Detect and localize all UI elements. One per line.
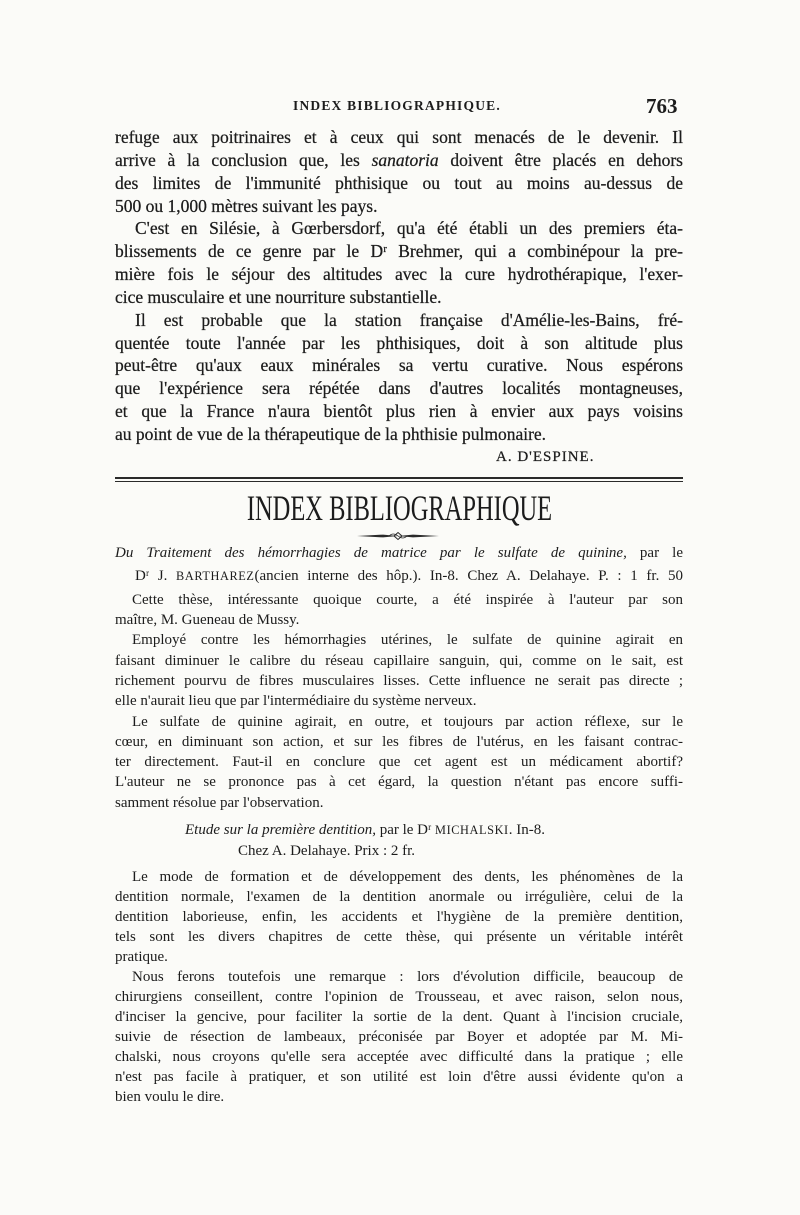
text-line: Cette thèse, intéressante quoique courte, a été inspirée à l'auteur par son <box>132 591 683 608</box>
text-line: ter directement. Faut-il en conclure que cet agent est un médicament abortif? <box>115 754 683 771</box>
review-body <box>115 867 683 1107</box>
text-line: faisant diminuer le calibre du réseau capillaire sanguin, qui, comme on le sait, est <box>115 652 683 669</box>
text-line: tels sont les divers chapitres de cette thèse, qui présente un véritable intérêt <box>115 929 683 945</box>
text-line: Employé contre les hémorrhagies utérines, le sulfate de quinine agirait en <box>132 632 683 649</box>
review-title: Du Traitement des hémorrhagies de matrice par le sulfate de quinine, <box>115 544 627 561</box>
citation-text: (ancien interne des hôp.). In-8. Chez A. Delahaye. P. : 1 fr. 50 <box>254 567 683 584</box>
text-line: peut-être qu'aux eaux minérales sa vertu curative. Nous espérons <box>115 355 683 376</box>
double-rule-divider <box>115 477 683 482</box>
author-signature: A. D'ESPINE. <box>496 448 595 465</box>
text-line: bien voulu le dire. <box>115 1089 225 1105</box>
citation-text: . In-8. <box>508 821 545 838</box>
text-line: Il est probable que la station française d'Amélie-les-Bains, fré- <box>135 309 683 330</box>
review-author: MICHALSKI <box>435 822 509 837</box>
text-line: maître, M. Gueneau de Mussy. <box>115 612 300 629</box>
text-line: C'est en Silésie, à Gœrbersdorf, qu'a été établi un des premiers éta- <box>135 218 683 239</box>
text-line: Le mode de formation et de développement des dents, les phénomènes de la <box>132 869 683 885</box>
citation-line: Chez A. Delahaye. Prix : 2 fr. <box>238 842 416 859</box>
review-body <box>115 590 683 813</box>
text-line: mière fois le séjour des altitudes avec la cure hydrothérapique, l'exer- <box>115 264 683 285</box>
text-line: des limites de l'immunité phthisique ou tout au moins au-dessus de <box>115 172 683 193</box>
section-title-text: INDEX BIBLIOGRAPHIQUE <box>246 488 552 528</box>
text-line: 500 ou 1,000 mètres suivant les pays. <box>115 195 378 216</box>
citation-line <box>115 542 683 565</box>
review-title: Etude sur la première dentition, <box>185 821 376 838</box>
text-line: cœur, en diminuant son action, et sur les fibres de l'utérus, en les faisant contrac- <box>115 733 683 750</box>
running-head: INDEX BIBLIOGRAPHIQUE. <box>293 98 501 113</box>
review-citation <box>115 820 683 862</box>
text-line: refuge aux poitrinaires et à ceux qui sont menacés de le devenir. Il <box>115 127 683 147</box>
text-line: dentition normale, l'examen de la dentition anormale ou irrégulière, celui de la <box>115 889 683 905</box>
citation-text: Dʳ J. <box>135 567 177 584</box>
text-line: quentée toute l'année par les phthisiques, doit à son altitude plus <box>115 332 683 353</box>
text-line: n'est pas facile à pratiquer, et son utilité est loin d'être aussi évidente qu'on a <box>115 1069 683 1085</box>
text-line: dentition laborieuse, enfin, les accidents et l'hygiène de la première dentition, <box>115 909 683 925</box>
text-line: elle n'aurait lieu que par l'intermédiaire du système nerveux. <box>115 693 477 710</box>
review-citation <box>115 542 683 588</box>
text-line: chirurgiens conseillent, contre l'opinion de Trousseau, et avec raison, selon nous, <box>115 989 683 1005</box>
text-line: pratique. <box>115 949 168 965</box>
text-line: suivie de résection de lambeaux, préconisée par Boyer et adoptée par M. Mi- <box>115 1029 683 1045</box>
line-text: doivent être placés en dehors <box>438 149 683 170</box>
text-line <box>115 149 683 172</box>
text-line: Nous ferons toutefois une remarque : lors d'évolution difficile, beaucoup de <box>132 969 683 985</box>
citation-line <box>115 820 683 841</box>
ornament-divider <box>353 530 443 542</box>
line-text: arrive à la conclusion que, les <box>115 149 372 170</box>
page-number: 763 <box>646 94 678 118</box>
text-line: L'auteur ne se prononce pas à cet égard, la question n'étant pas encore suffi- <box>115 774 683 791</box>
section-title <box>115 488 683 528</box>
text-line: richement pourvu de fibres musculaires lisses. Cette influence ne serait pas directe ; <box>115 672 683 689</box>
citation-line <box>115 565 683 588</box>
text-line: et que la France n'aura bientôt plus rien à envier aux pays voisins <box>115 401 683 422</box>
text-line: Le sulfate de quinine agirait, en outre, et toujours par action réflexe, sur le <box>132 713 683 730</box>
text-line: cice musculaire et une nourriture substantielle. <box>115 286 442 307</box>
text-line: d'inciser la gencive, pour faciliter la sortie de la dent. Quant à l'incision cruciale, <box>115 1009 683 1025</box>
text-line: samment résolue par l'observation. <box>115 794 324 811</box>
italic-term: sanatoria <box>371 149 439 170</box>
review-author: BARTHAREZ <box>176 568 255 583</box>
citation-text: par le Dʳ <box>375 821 436 838</box>
text-line: que l'expérience sera répétée dans d'autres localités montagneuses, <box>115 378 683 399</box>
text-line: blissements de ce genre par le Dʳ Brehmer, qui a combinépour la pre- <box>115 241 683 262</box>
text-line: au point de vue de la thérapeutique de la phthisie pulmonaire. <box>115 423 547 444</box>
article-conclusion <box>115 126 683 469</box>
citation-text: par le <box>626 544 683 561</box>
text-line: chalski, nous croyons qu'elle sera acceptée avec difficulté dans la pratique ; elle <box>115 1049 683 1065</box>
